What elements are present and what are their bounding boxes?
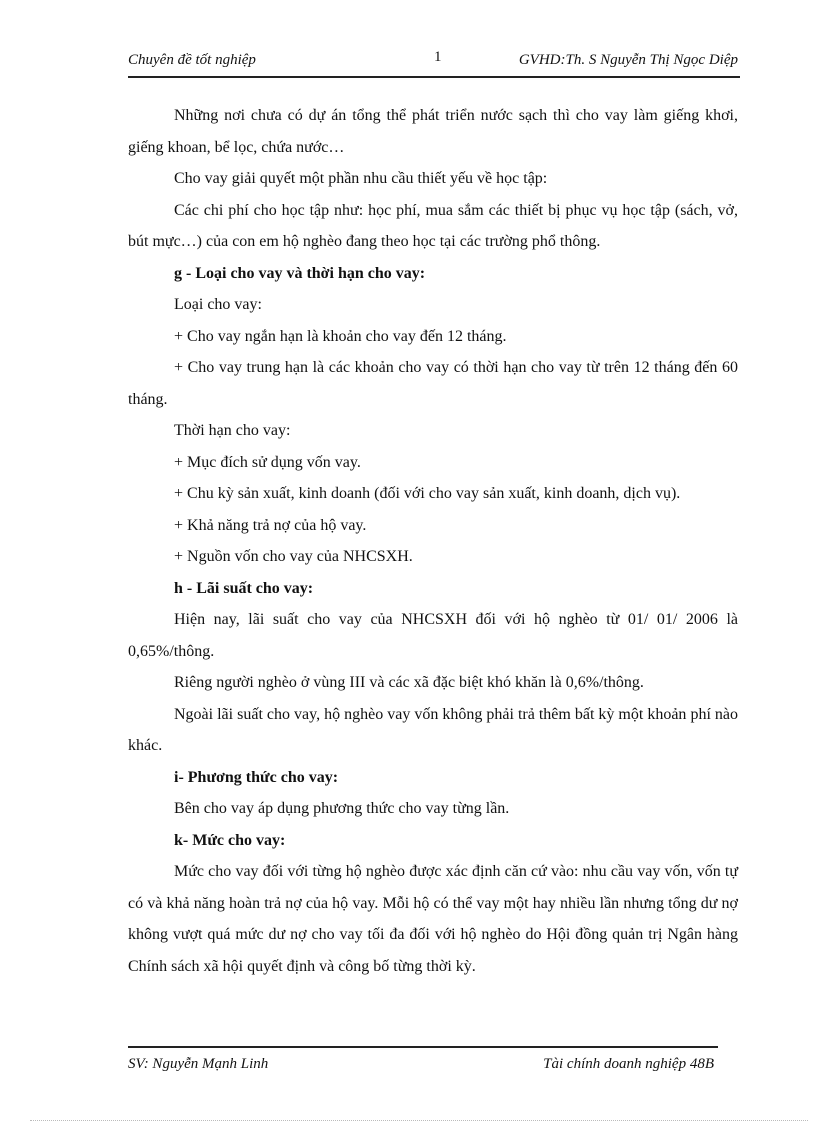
page-number: 1 <box>434 49 442 65</box>
paragraph: Cho vay giải quyết một phần nhu cầu thiết yếu về học tập: <box>174 170 548 187</box>
paragraph: + Cho vay trung hạn là các khoản cho vay có thời hạn cho vay từ trên 12 tháng đến 60 tháng. <box>128 359 738 408</box>
page-header <box>128 49 740 78</box>
header-supervisor: GVHD:Th. S Nguyễn Thị Ngọc Diệp <box>518 52 738 68</box>
footer-student-name: SV: Nguyễn Mạnh Linh <box>128 1056 269 1072</box>
paragraph: Loại cho vay: <box>174 296 262 313</box>
footer-class: Tài chính doanh nghiệp 48B <box>543 1056 714 1072</box>
section-heading: i- Phương thức cho vay: <box>174 768 339 786</box>
section-heading: h - Lãi suất cho vay: <box>174 579 314 597</box>
document-body <box>128 100 738 982</box>
paragraph: Các chi phí cho học tập như: học phí, mua sắm các thiết bị phục vụ học tập (sách, vở, bút mực…) của con em hộ nghèo đang theo học tại các trường phổ thông. <box>128 201 738 250</box>
paragraph: Hiện nay, lãi suất cho vay của NHCSXH đối với hộ nghèo từ 01/ 01/ 2006 là 0,65%/thông. <box>128 611 738 660</box>
paragraph: + Cho vay ngắn hạn là khoản cho vay đến 12 tháng. <box>174 327 507 345</box>
paragraph: Những nơi chưa có dự án tổng thể phát triển nước sạch thì cho vay làm giếng khơi, giếng khoan, bể lọc, chứa nước… <box>128 107 738 156</box>
paragraph: Riêng người nghèo ở vùng III và các xã đặc biệt khó khăn là 0,6%/thông. <box>174 674 644 691</box>
header-document-title: Chuyên đề tốt nghiệp <box>128 52 256 68</box>
paragraph: + Khả năng trả nợ của hộ vay. <box>174 516 367 534</box>
paragraph: Ngoài lãi suất cho vay, hộ nghèo vay vốn không phải trả thêm bất kỳ một khoản phí nào khác. <box>128 705 738 754</box>
section-heading: g - Loại cho vay và thời hạn cho vay: <box>174 264 426 282</box>
section-heading: k- Mức cho vay: <box>174 831 286 849</box>
paragraph: Thời hạn cho vay: <box>174 422 291 439</box>
paragraph: + Nguồn vốn cho vay của NHCSXH. <box>174 548 413 565</box>
paragraph: Bên cho vay áp dụng phương thức cho vay từng lần. <box>174 800 510 817</box>
page-footer <box>128 1046 718 1078</box>
paragraph: + Mục đích sử dụng vốn vay. <box>174 453 361 471</box>
page-edge-divider <box>30 1120 808 1121</box>
paragraph: + Chu kỳ sản xuất, kinh doanh (đối với cho vay sản xuất, kinh doanh, dịch vụ). <box>174 485 681 502</box>
paragraph: Mức cho vay đối với từng hộ nghèo được xác định căn cứ vào: nhu cầu vay vốn, vốn tự có và khả năng hoàn trả nợ của hộ vay. Mỗi hộ có thể vay một hay nhiều lần nhưng tổng dư nợ không vượt quá mức dư nợ cho vay tối đa đối với hộ nghèo do Hội đồng quản trị Ngân hàng Chính sách xã hội quyết định và công bố từng thời kỳ. <box>128 863 738 975</box>
